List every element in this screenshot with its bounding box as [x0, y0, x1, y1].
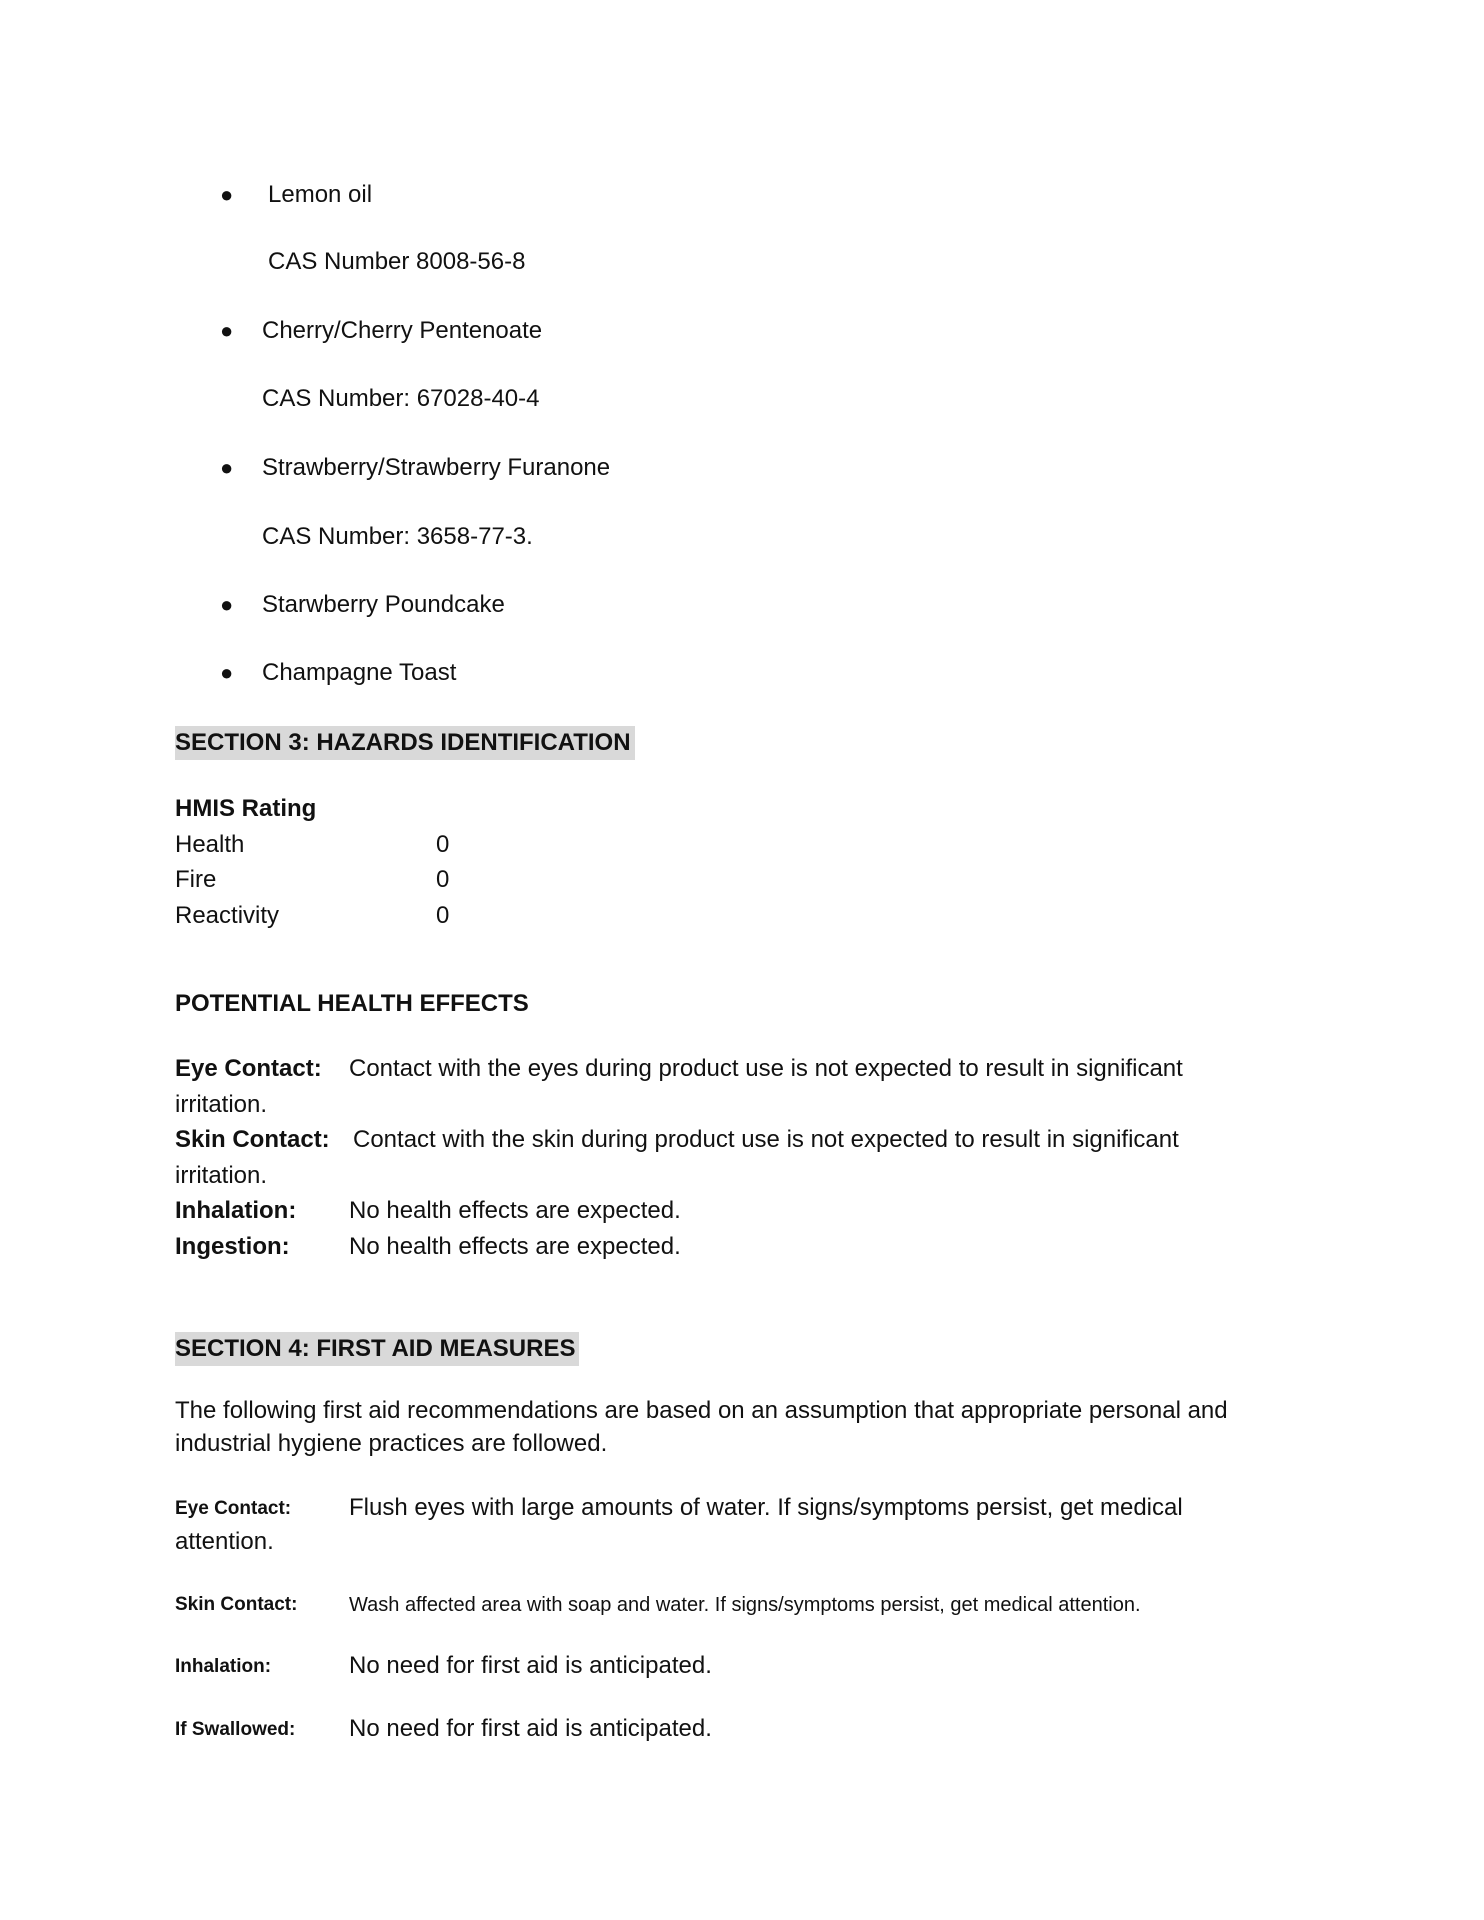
measure-text: No need for first aid is anticipated.: [349, 1652, 712, 1679]
ingredient-cas: CAS Number: 67028-40-4: [262, 385, 540, 412]
hmis-label: Fire: [175, 866, 217, 893]
bullet-icon: ●: [220, 318, 234, 343]
ingredient-name: Cherry/Cherry Pentenoate: [262, 317, 543, 344]
ingredient-name: Starwberry Poundcake: [262, 591, 505, 618]
hmis-value: 0: [436, 831, 450, 858]
intro-text: industrial hygiene practices are followed.: [175, 1430, 608, 1457]
measure-text: Wash affected area with soap and water. If signs/symptoms persist, get medical attention.: [349, 1594, 1141, 1616]
bullet-icon: ●: [220, 455, 234, 480]
effect-text: Contact with the skin during product use is not expected to result in significant: [353, 1126, 1179, 1153]
bullet-icon: ●: [220, 660, 234, 685]
health-effects-heading: POTENTIAL HEALTH EFFECTS: [175, 990, 529, 1017]
effect-label: Skin Contact:: [175, 1126, 330, 1153]
effect-text-cont: irritation.: [175, 1162, 268, 1189]
section4-heading: SECTION 4: FIRST AID MEASURES: [175, 1332, 579, 1366]
measure-label: If Swallowed:: [175, 1719, 296, 1740]
hmis-label: Health: [175, 831, 245, 858]
ingredient-cas: CAS Number: 3658-77-3.: [262, 523, 533, 550]
ingredient-cas: CAS Number 8008-56-8: [268, 248, 526, 275]
effect-text: No health effects are expected.: [349, 1233, 681, 1260]
effect-text: No health effects are expected.: [349, 1197, 681, 1224]
measure-label: Skin Contact:: [175, 1594, 298, 1615]
effect-text: Contact with the eyes during product use is not expected to result in significant: [349, 1055, 1183, 1082]
hmis-value: 0: [436, 902, 450, 929]
measure-text: Flush eyes with large amounts of water. If signs/symptoms persist, get medical: [349, 1494, 1183, 1521]
section3-heading: SECTION 3: HAZARDS IDENTIFICATION: [175, 726, 635, 760]
ingredient-name: Champagne Toast: [262, 659, 457, 686]
measure-text-cont: attention.: [175, 1528, 274, 1555]
effect-label: Inhalation:: [175, 1197, 297, 1224]
intro-text: The following first aid recommendations are based on an assumption that appropriate personal and: [175, 1397, 1228, 1424]
effect-label: Ingestion:: [175, 1233, 290, 1260]
ingredient-name: Strawberry/Strawberry Furanone: [262, 454, 611, 481]
effect-label: Eye Contact:: [175, 1055, 322, 1082]
hmis-label: Reactivity: [175, 902, 280, 929]
hmis-title: HMIS Rating: [175, 795, 317, 822]
bullet-icon: ●: [220, 182, 234, 207]
measure-label: Eye Contact:: [175, 1498, 292, 1519]
hmis-value: 0: [436, 866, 450, 893]
measure-label: Inhalation:: [175, 1656, 272, 1677]
measure-text: No need for first aid is anticipated.: [349, 1715, 712, 1742]
ingredient-name: Lemon oil: [268, 181, 373, 208]
bullet-icon: ●: [220, 592, 234, 617]
effect-text-cont: irritation.: [175, 1091, 268, 1118]
